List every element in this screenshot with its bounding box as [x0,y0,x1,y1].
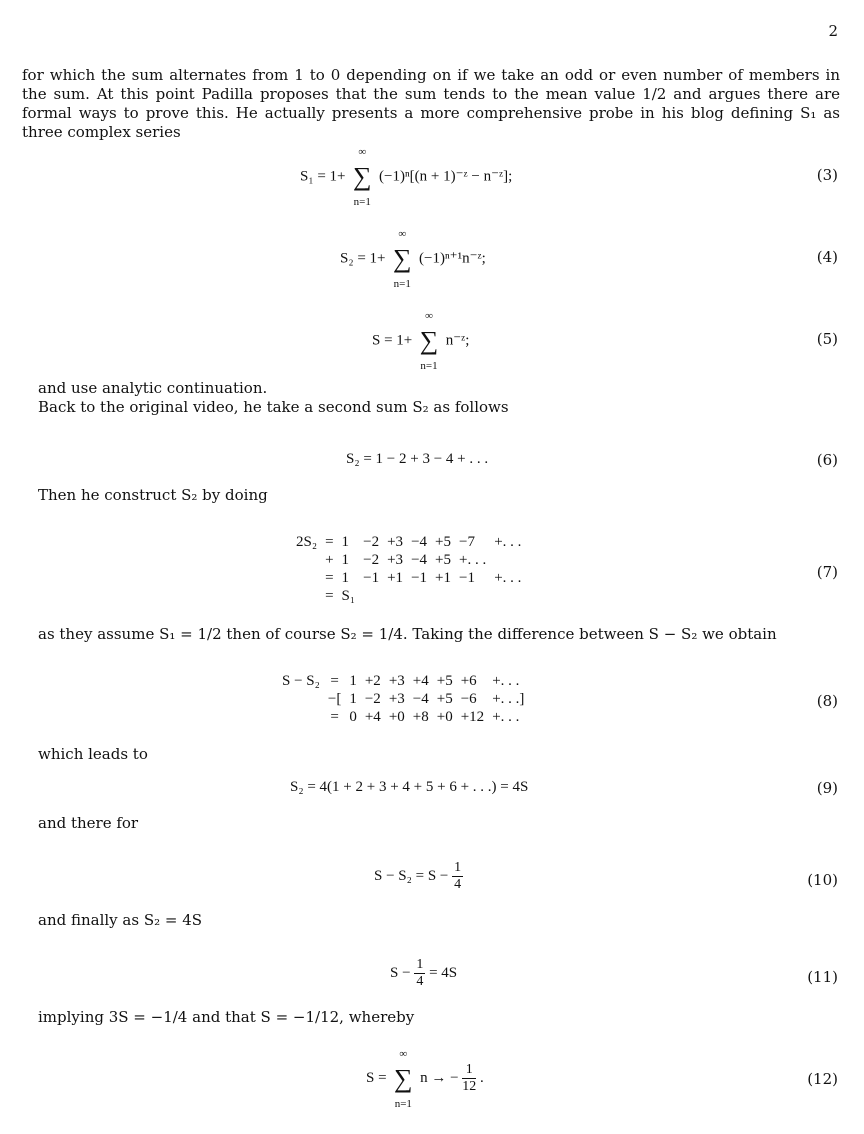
array-cell [490,551,525,569]
eq3-number: (3) [816,166,838,184]
array-cell: = [330,708,339,725]
array-cell: +6 [460,672,477,689]
array-cell [490,587,525,605]
array-cell: = [325,587,334,604]
text-implying: implying 3S = −1/4 and that S = −1/12, whereby [38,1008,415,1026]
eq5-lhs: S = 1+ [372,332,413,349]
array-cell: +1 [435,569,451,586]
eq4-number: (4) [816,248,838,266]
eq10-lhs: S − S₂ = S − [374,867,449,884]
array-cell: −4 [411,551,428,568]
array-cell [278,708,324,726]
array-cell: 1 [341,533,350,550]
eq8-number: (8) [816,692,838,710]
array-cell: +5 [435,533,451,550]
array-cell: −4 [411,533,428,550]
sum-symbol: ∞ ∑ n=1 [392,228,412,290]
array-cell [359,587,383,605]
array-cell: −[ [327,690,342,707]
text-therefor: and there for [38,814,139,832]
eq3-body: (−1)ⁿ[(n + 1)⁻ᶻ − n⁻ᶻ]; [379,168,513,185]
eq8-row [278,672,528,690]
array-cell: +. . . [492,708,520,725]
fraction: $\frac{1}{4}$ [454,860,462,892]
text-leads: which leads to [38,745,148,763]
eq5-number: (5) [816,330,838,348]
equation-10 [374,860,463,893]
equation-7-array [292,533,525,605]
array-cell: + [325,551,334,568]
array-cell [292,569,321,587]
array-cell: −2 [363,551,380,568]
text-assume: as they assume S₁ = 1/2 then of course S₂ = 1/4. Taking the difference between S − S₂ we obtain [38,625,777,643]
eq12-end: . [480,1069,484,1086]
array-cell [455,587,490,605]
array-cell: −2 [364,690,381,707]
equation-5 [372,310,470,372]
array-cell: −6 [460,690,477,707]
fraction: $\frac{1}{4}$ [416,957,424,989]
array-cell: +5 [436,690,453,707]
array-cell: +1 [387,569,404,586]
array-cell: +2 [364,672,381,689]
equation-12 [366,1047,484,1110]
array-cell: +. . . [492,672,520,689]
eq11-lhs: S − [390,964,411,981]
array-cell: 1 [349,672,357,689]
fraction: $\frac{1}{12}$ [462,1062,477,1094]
array-cell [278,690,324,708]
array-cell: −1 [459,569,475,586]
array-cell: +3 [388,690,405,707]
array-cell: +4 [364,708,381,725]
text-back: Back to the original video, he take a second sum S₂ as follows [38,398,509,416]
equation-8-array [278,672,528,726]
equation-6: S₂ = 1 − 2 + 3 − 4 + . . . [346,451,489,467]
sum-symbol: ∞ ∑ n=1 [419,310,439,372]
text-analytic: and use analytic continuation. [38,379,268,397]
eq7-row [292,587,525,605]
array-cell [431,587,455,605]
text-then: Then he construct S₂ by doing [38,486,268,504]
eq12-mid: n → − [420,1069,459,1086]
array-cell: +3 [387,533,404,550]
array-cell: S − S₂ [282,672,320,689]
eq4-lhs: S₂ = 1+ [340,250,386,267]
eq12-number: (12) [807,1070,838,1088]
array-cell: = [325,533,334,550]
eq10-number: (10) [807,871,838,889]
array-cell [383,587,407,605]
array-cell: +. . .] [492,690,525,707]
eq3-lhs: S₁ = 1+ [300,168,346,185]
eq8-row [278,708,528,726]
eq5-body: n⁻ᶻ; [445,332,470,349]
array-cell: 2S₂ [296,533,318,550]
text-finally: and finally as S₂ = 4S [38,911,203,929]
array-cell: +3 [388,672,405,689]
array-cell: +5 [435,551,451,568]
paragraph-intro: for which the sum alternates from 1 to 0 depending on if we take an odd or even number of members in the sum. At this point Padilla proposes that the sum tends to the mean value 1/2 and argues there are formal ways to prove this. He actually presents a more comprehensive probe in his blog defining S₁ as three complex series [22,66,840,141]
array-cell: +12 [460,708,485,725]
array-cell: −7 [459,533,475,550]
array-cell: +. . . [494,569,522,586]
array-cell: 1 [341,551,350,568]
array-cell: 0 [349,708,357,725]
array-cell: −1 [363,569,380,586]
array-cell: = [330,672,339,689]
eq7-row [292,533,525,551]
eq4-body: (−1)ⁿ⁺¹n⁻ᶻ; [419,250,486,267]
array-cell: −4 [412,690,429,707]
eq7-row [292,569,525,587]
array-cell [292,551,321,569]
array-cell [407,587,431,605]
array-cell: +. . . [459,551,487,568]
array-cell: +4 [412,672,429,689]
eq12-lhs: S = [366,1069,387,1086]
sum-symbol: ∞ ∑ n=1 [352,146,372,208]
eq9-number: (9) [816,779,838,797]
eq11-number: (11) [807,968,838,986]
eq11-rhs: = 4S [429,964,458,981]
array-cell: = [325,569,334,586]
equation-4 [340,228,486,290]
array-cell: +3 [387,551,404,568]
array-cell: +0 [388,708,405,725]
equation-11 [390,957,457,990]
array-cell: +. . . [494,533,522,550]
eq7-number: (7) [816,563,838,581]
page-number: 2 [828,22,838,40]
array-cell [292,587,321,605]
eq8-row [278,690,528,708]
array-cell: +0 [436,708,453,725]
array-cell: +8 [412,708,429,725]
array-cell: −1 [411,569,428,586]
array-cell: +5 [436,672,453,689]
eq6-number: (6) [816,451,838,469]
array-cell: S₁ [341,587,356,604]
eq7-row [292,551,525,569]
equation-3 [300,146,513,208]
equation-9: S₂ = 4(1 + 2 + 3 + 4 + 5 + 6 + . . .) = 4S [290,779,529,795]
array-cell: 1 [341,569,350,586]
array-cell: 1 [349,690,357,707]
array-cell: −2 [363,533,380,550]
sum-symbol: ∞ ∑ n=1 [394,1047,413,1110]
